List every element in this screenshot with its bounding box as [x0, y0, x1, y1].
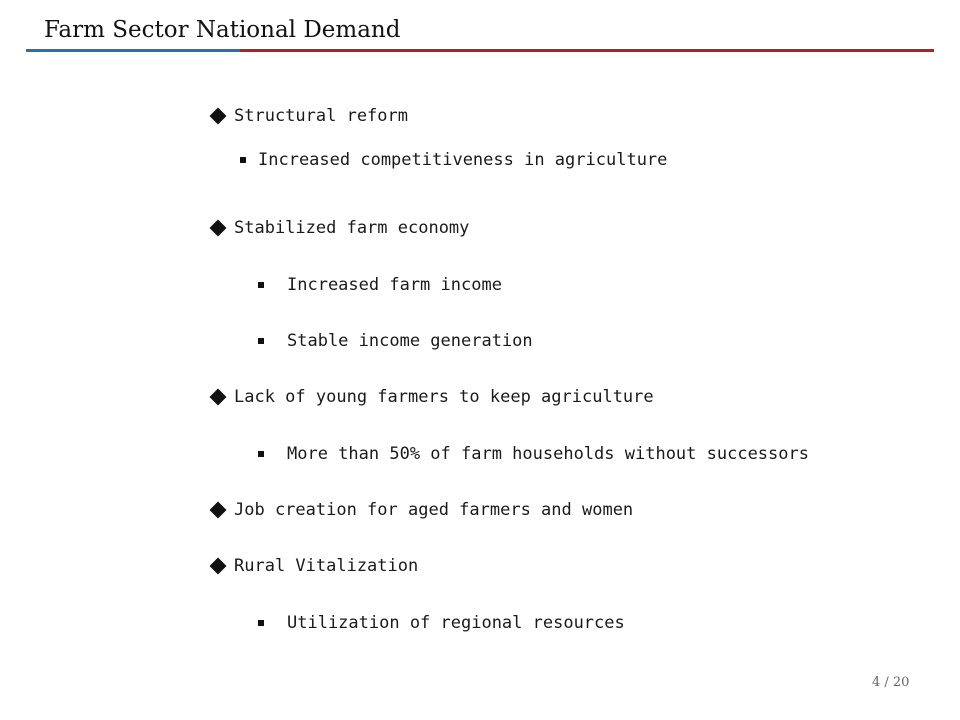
- diamond-bullet-icon: [210, 220, 227, 237]
- bullet-item: [208, 498, 633, 522]
- bullet-item: [208, 554, 418, 578]
- sub-bullet-item: [258, 329, 533, 353]
- bullet-text: Structural reform: [234, 106, 408, 126]
- title-underline-red: [240, 49, 934, 52]
- sub-bullet-item: [258, 611, 625, 635]
- bullet-text: Rural Vitalization: [234, 556, 419, 576]
- diamond-bullet-icon: [210, 389, 227, 406]
- bullet-text: Job creation for aged farmers and women: [234, 500, 634, 520]
- bullet-item: [208, 104, 408, 128]
- bullet-item: [208, 216, 469, 240]
- bullet-text: Lack of young farmers to keep agriculture: [234, 387, 654, 407]
- slide-title: Farm Sector National Demand: [44, 17, 401, 43]
- sub-bullet-item: [240, 148, 667, 172]
- square-bullet-icon: [258, 620, 264, 626]
- square-bullet-icon: [258, 338, 264, 344]
- diamond-bullet-icon: [210, 558, 227, 575]
- bullet-text: Stabilized farm economy: [234, 218, 470, 238]
- diamond-bullet-icon: [210, 108, 227, 125]
- sub-bullet-text: Increased competitiveness in agriculture: [258, 150, 668, 170]
- sub-bullet-text: Stable income generation: [287, 331, 533, 351]
- title-underline-blue: [26, 49, 240, 52]
- sub-bullet-item: [258, 273, 502, 297]
- diamond-bullet-icon: [210, 502, 227, 519]
- sub-bullet-text: Increased farm income: [287, 275, 502, 295]
- square-bullet-icon: [258, 282, 264, 288]
- bullet-item: [208, 385, 654, 409]
- sub-bullet-text: Utilization of regional resources: [287, 613, 625, 633]
- square-bullet-icon: [258, 451, 264, 457]
- page-number: 4 / 20: [872, 675, 910, 690]
- square-bullet-icon: [240, 157, 246, 163]
- sub-bullet-text: More than 50% of farm households without successors: [287, 444, 809, 464]
- sub-bullet-item: [258, 442, 809, 466]
